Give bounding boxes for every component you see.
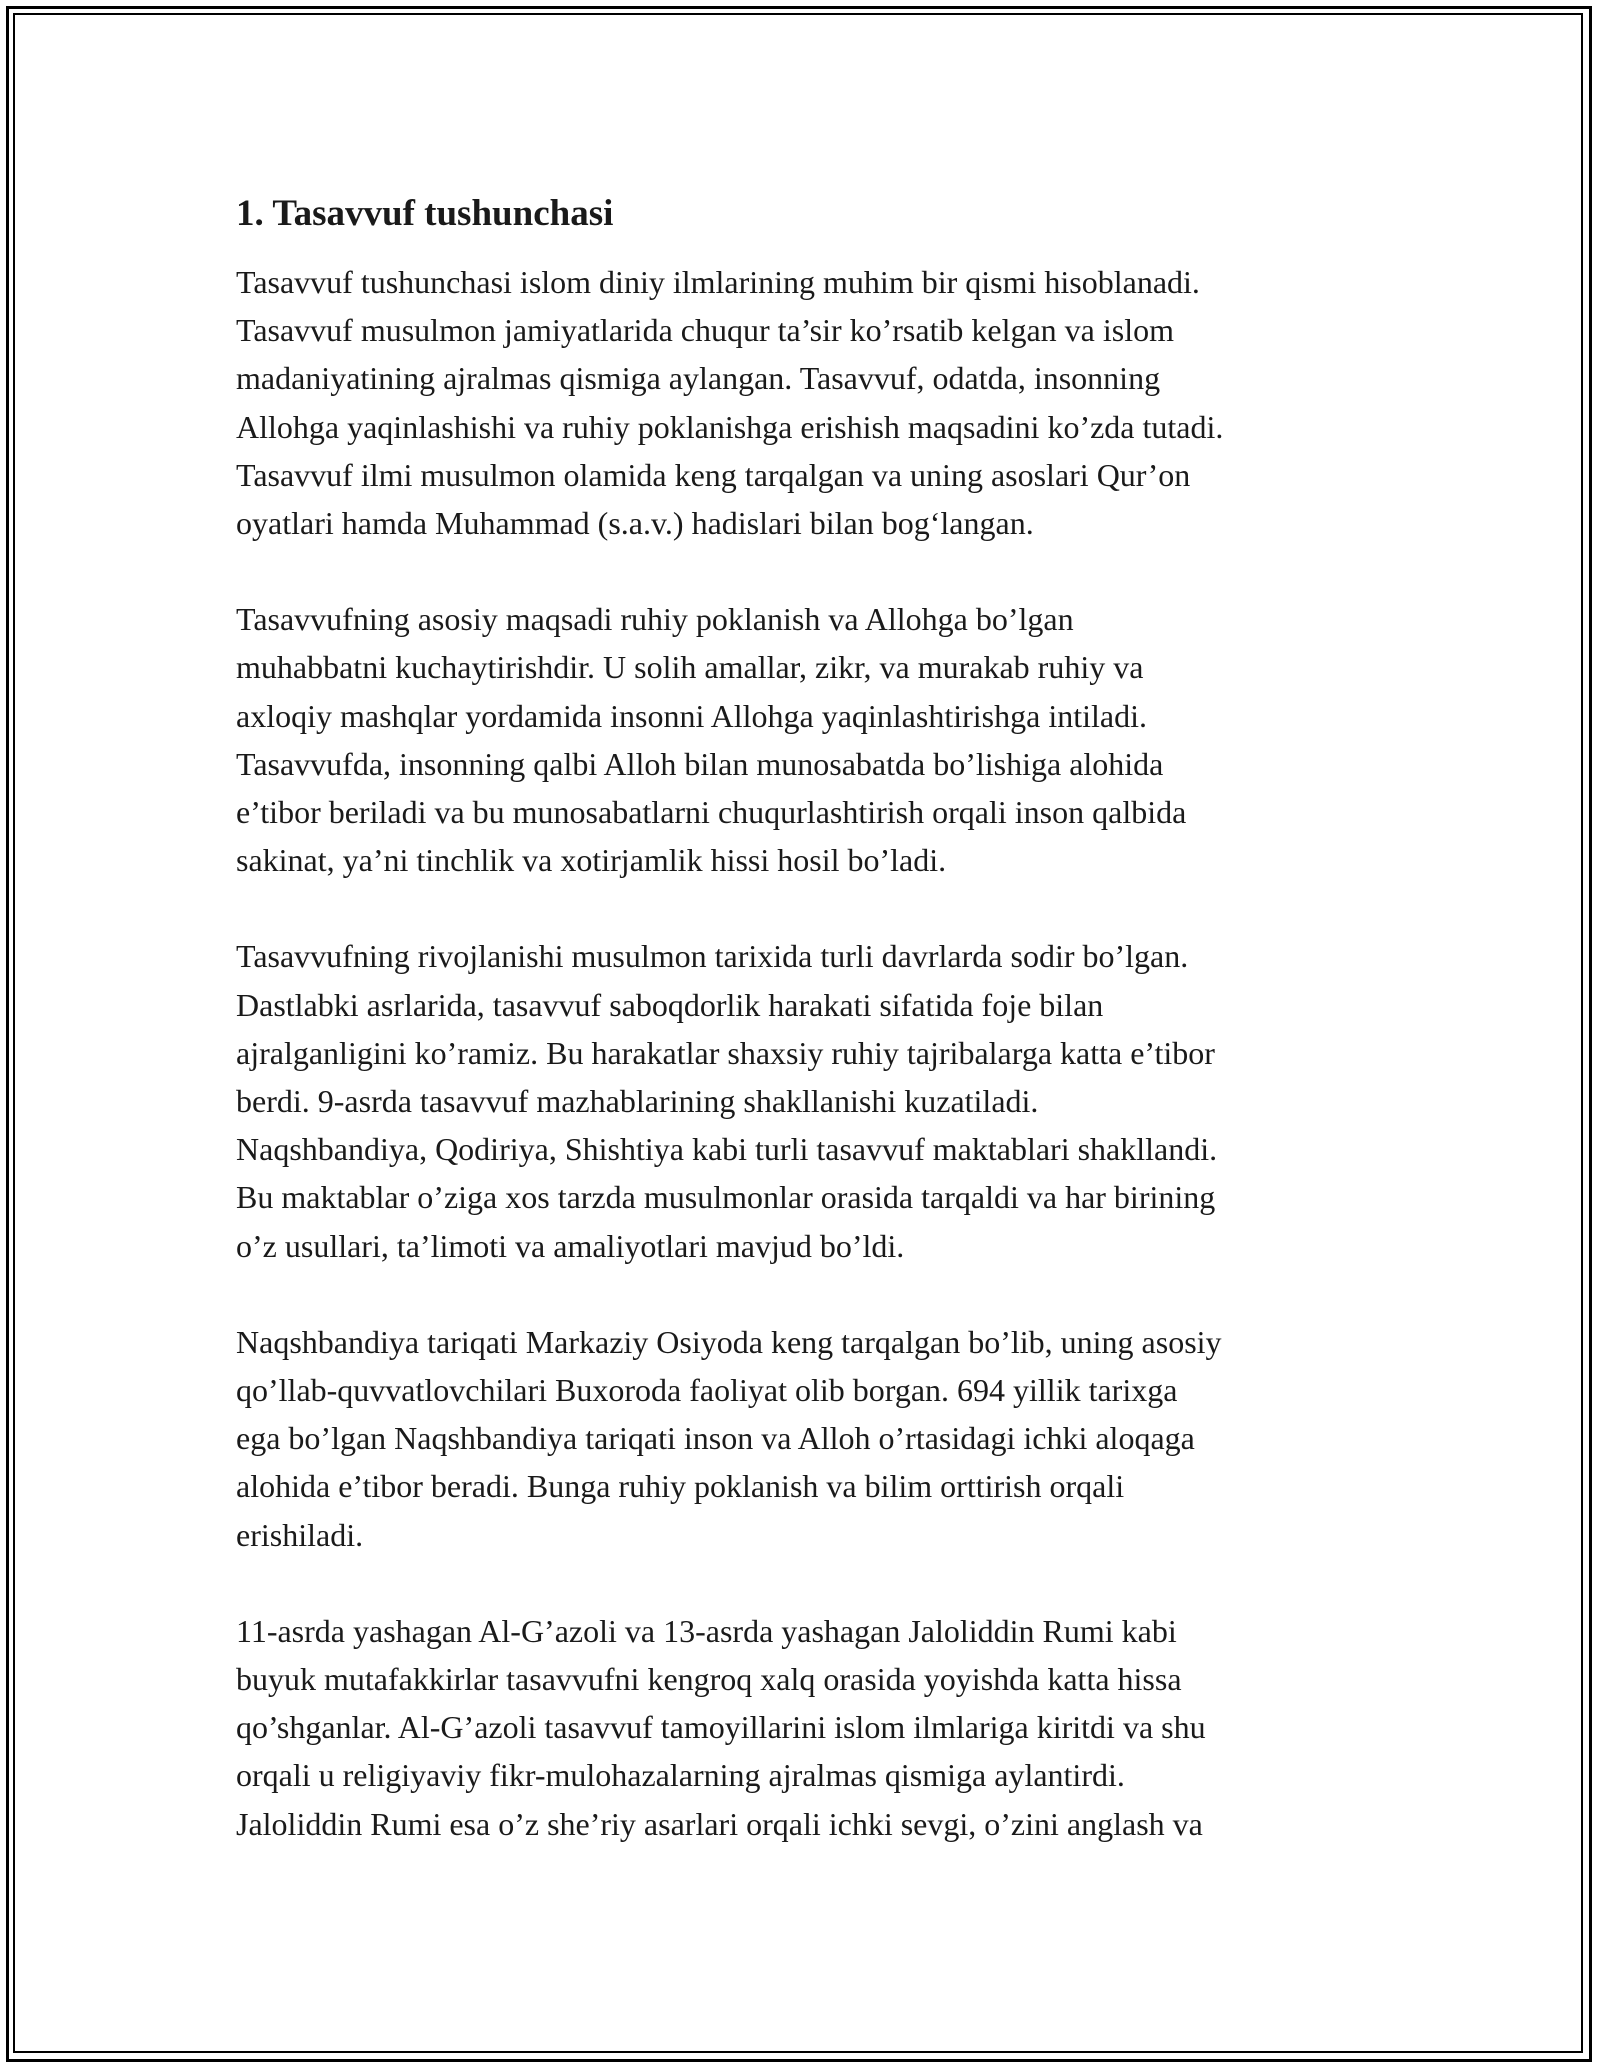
text-line: muhabbatni kuchaytirishdir. U solih amallar, zikr, va murakab ruhiy va [236, 649, 1144, 686]
text-line: e’tibor beriladi va bu munosabatlarni chuqurlashtirish orqali inson qalbida [236, 794, 1187, 831]
text-line: alohida e’tibor beradi. Bunga ruhiy poklanish va bilim orttirish orqali [236, 1468, 1125, 1505]
text-line: Allohga yaqinlashishi va ruhiy poklanishga erishish maqsadini ko’zda tutadi. [236, 408, 1224, 445]
text-line: erishiladi. [236, 1516, 364, 1553]
paragraph-3 [236, 932, 1376, 1269]
text-line: qo’shganlar. Al-G’azoli tasavvuf tamoyillarini islom ilmlariga kiritdi va shu [236, 1709, 1206, 1746]
text-line: orqali u religiyaviy fikr-mulohazalarning ajralmas qismiga aylantirdi. [236, 1757, 1125, 1794]
text-line: ega bo’lgan Naqshbandiya tariqati inson va Alloh o’rtasidagi ichki aloqaga [236, 1420, 1195, 1457]
text-line: Naqshbandiya, Qodiriya, Shishtiya kabi turli tasavvuf maktablari shakllandi. [236, 1131, 1218, 1168]
paragraph-5 [236, 1607, 1376, 1848]
text-line: oyatlari hamda Muhammad (s.a.v.) hadislari bilan bog‘langan. [236, 505, 1034, 542]
text-line: sakinat, ya’ni tinchlik va xotirjamlik hissi hosil bo’ladi. [236, 842, 947, 879]
text-line: Tasavvufning asosiy maqsadi ruhiy poklanish va Allohga bo’lgan [236, 601, 1074, 638]
text-line: Tasavvufda, insonning qalbi Alloh bilan munosabatda bo’lishiga alohida [236, 745, 1164, 782]
text-line: Jaloliddin Rumi esa o’z she’riy asarlari orqali ichki sevgi, o’zini anglash va [236, 1805, 1203, 1842]
text-line: buyuk mutafakkirlar tasavvufni kengroq xalq orasida yoyishda katta hissa [236, 1661, 1182, 1698]
text-line: Tasavvuf ilmi musulmon olamida keng tarqalgan va uning asoslari Qur’on [236, 456, 1191, 493]
text-line: Tasavvuf tushunchasi islom diniy ilmlarining muhim bir qismi hisoblanadi. [236, 264, 1200, 300]
text-line: ajralganligini ko’ramiz. Bu harakatlar shaxsiy ruhiy tajribalarga katta e’tibor [236, 1034, 1215, 1071]
text-line: 11-asrda yashagan Al-G’azoli va 13-asrda yashagan Jaloliddin Rumi kabi [236, 1612, 1177, 1649]
text-line: Bu maktablar o’ziga xos tarzda musulmonlar orasida tarqaldi va har birining [236, 1179, 1216, 1216]
text-line: Dastlabki asrlarida, tasavvuf saboqdorlik harakati sifatida foje bilan [236, 986, 1104, 1023]
paragraph-2 [236, 595, 1376, 884]
text-line: madaniyatining ajralmas qismiga aylangan. Tasavvuf, odatda, insonning [236, 360, 1161, 397]
paragraph-1 [236, 258, 1376, 547]
text-line: o’z usullari, ta’limoti va amaliyotlari mavjud bo’ldi. [236, 1227, 905, 1264]
text-line: Naqshbandiya tariqati Markaziy Osiyoda keng tarqalgan bo’lib, uning asosiy [236, 1323, 1222, 1360]
text-line: qo’llab-quvvatlovchilari Buxoroda faoliyat olib borgan. 694 yillik tarixga [236, 1372, 1178, 1409]
document-body [236, 188, 1376, 1896]
text-line: axloqiy mashqlar yordamida insonni Allohga yaqinlashtirishga intiladi. [236, 697, 1147, 734]
section-heading: 1. Tasavvuf tushunchasi [236, 193, 614, 234]
text-line: berdi. 9-asrda tasavvuf mazhablarining shakllanishi kuzatiladi. [236, 1083, 1039, 1120]
paragraph-4 [236, 1318, 1376, 1559]
text-line: Tasavvuf musulmon jamiyatlarida chuqur ta’sir ko’rsatib kelgan va islom [236, 312, 1174, 349]
text-line: Tasavvufning rivojlanishi musulmon tarixida turli davrlarda sodir bo’lgan. [236, 938, 1189, 975]
